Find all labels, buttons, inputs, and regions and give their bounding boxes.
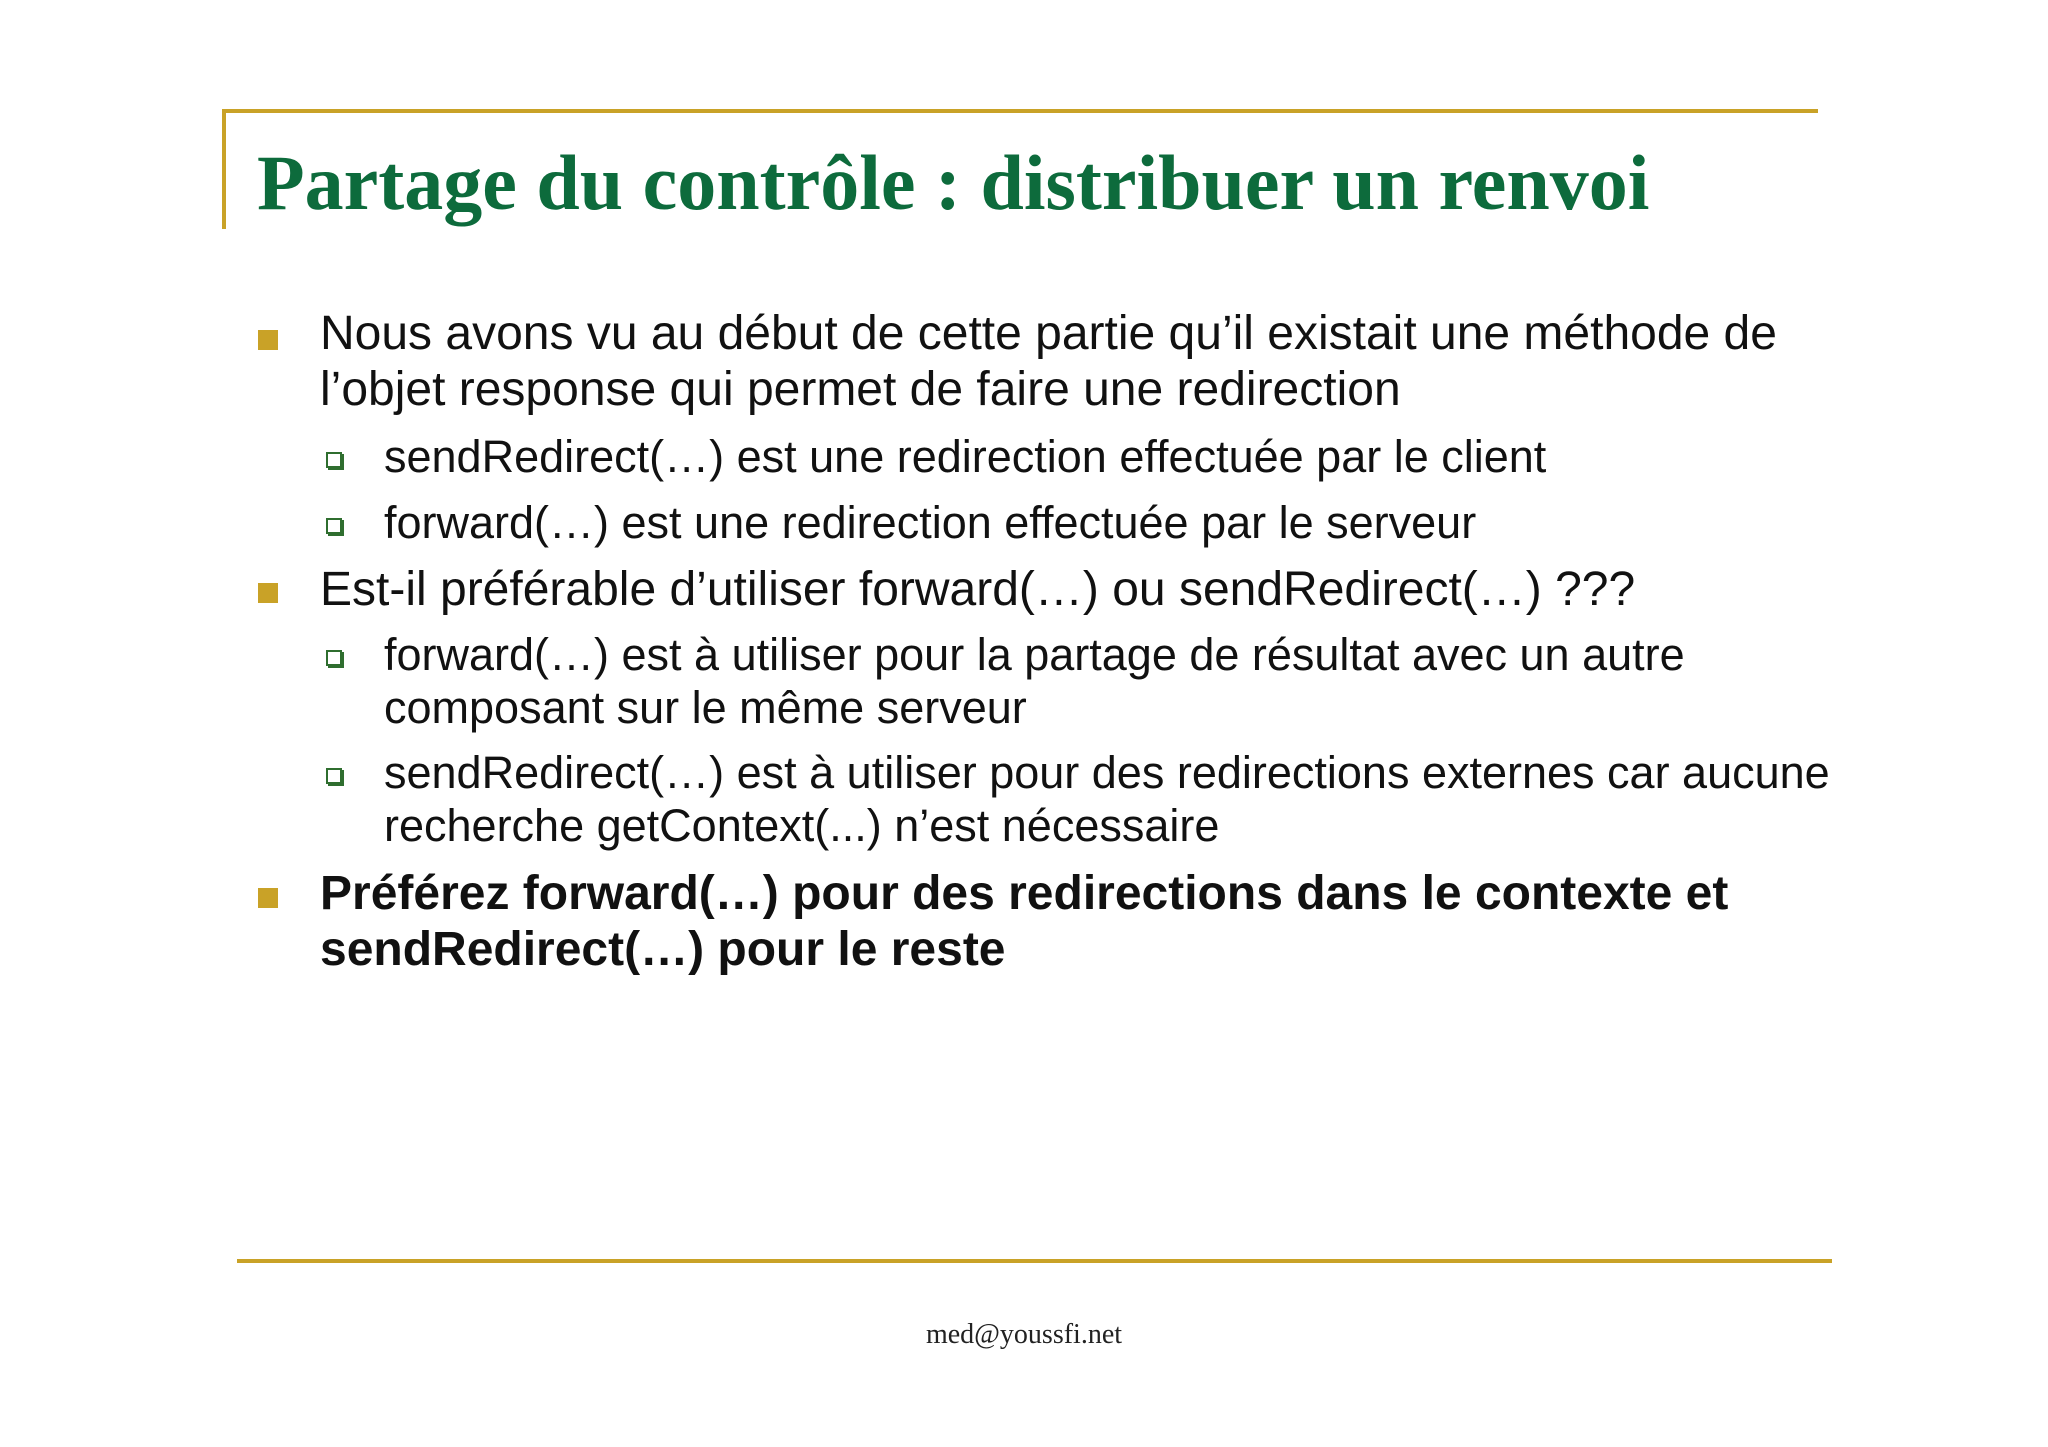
square-bullet-icon: [258, 888, 278, 908]
hollow-square-bullet-icon: [326, 768, 342, 784]
bullet-item: Est-il préférable d’utiliser forward(…) ou sendRedirect(…) ???: [320, 563, 1636, 616]
title-frame-top: [222, 109, 1818, 113]
hollow-square-bullet-icon: [326, 650, 342, 666]
hollow-square-bullet-icon: [326, 452, 342, 468]
sub-bullet-item: sendRedirect(…) est une redirection effectuée par le client: [384, 431, 1547, 482]
sub-bullet-item: sendRedirect(…) est à utiliser pour des redirections externes car aucune recherche getContext(...) n’est nécessaire: [384, 747, 1830, 851]
square-bullet-icon: [258, 330, 278, 350]
slide-title: Partage du contrôle : distribuer un renvoi: [257, 139, 1650, 226]
bullet-item: Nous avons vu au début de cette partie qu’il existait une méthode de l’objet response qui permet de faire une redirection: [320, 307, 1777, 416]
square-bullet-icon: [258, 583, 278, 603]
footer-email: med@youssfi.net: [925, 1319, 1123, 1350]
hollow-square-bullet-icon: [326, 518, 342, 534]
sub-bullet-item: forward(…) est à utiliser pour la partage de résultat avec un autre composant sur le même serveur: [384, 629, 1685, 733]
bullet-item-bold: Préférez forward(…) pour des redirections dans le contexte et sendRedirect(…) pour le reste: [320, 867, 1729, 976]
title-frame-left: [222, 109, 226, 229]
footer-line: [237, 1259, 1832, 1263]
sub-bullet-item: forward(…) est une redirection effectuée par le serveur: [384, 497, 1477, 548]
